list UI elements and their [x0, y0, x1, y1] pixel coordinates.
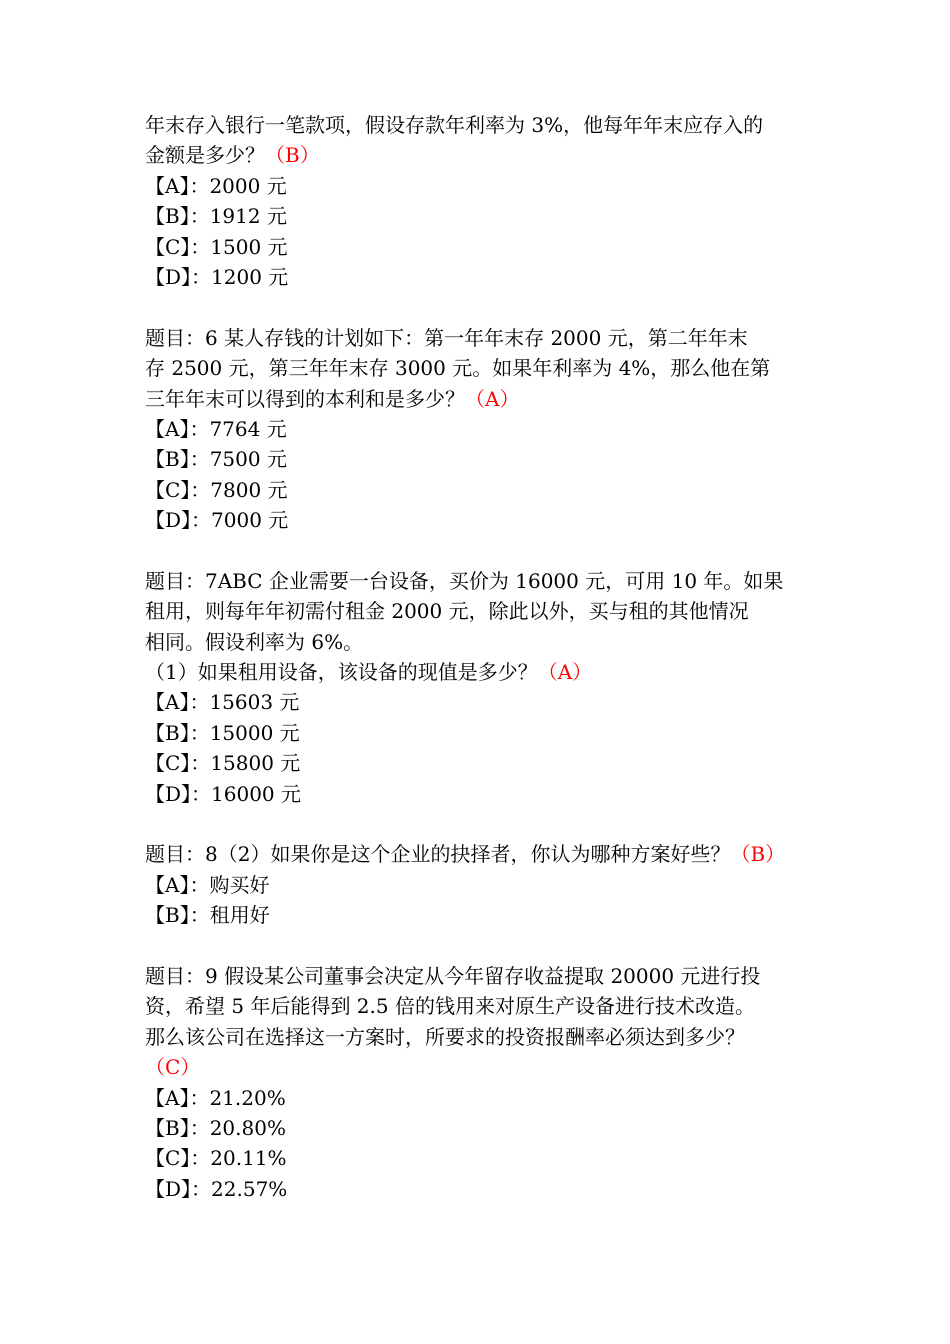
question-6 [145, 323, 810, 536]
spacer [145, 931, 810, 961]
question-text: 三年年末可以得到的本利和是多少？ [145, 386, 465, 411]
question-text-line: 题目：6 某人存钱的计划如下：第一年年末存 2000 元，第二年年末 [145, 325, 748, 350]
question-text-line: 资，希望 5 年后能得到 2.5 倍的钱用来对原生产设备进行技术改造。 [145, 994, 755, 1019]
question-text-line: 租用，则每年年初需付租金 2000 元，除此以外，买与租的其他情况 [145, 599, 749, 624]
document-page [145, 110, 810, 1204]
option-b: 【B】：20.80% [145, 1115, 286, 1140]
question-text-line: 题目：7ABC 企业需要一台设备，买价为 16000 元，可用 10 年。如果 [145, 568, 784, 593]
option-b: 【B】：15000 元 [145, 720, 300, 745]
question-text: （1）如果租用设备，该设备的现值是多少？ [145, 660, 538, 685]
option-d: 【D】：1200 元 [145, 264, 289, 289]
question-text-line [145, 839, 810, 869]
answer-mark: （C） [145, 1055, 201, 1080]
option-d: 【D】：7000 元 [145, 508, 289, 533]
question-5 [145, 110, 810, 292]
option-d: 【D】：22.57% [145, 1176, 288, 1201]
option-b: 【B】：7500 元 [145, 447, 287, 472]
option-d: 【D】：16000 元 [145, 781, 302, 806]
question-text: 金额是多少？ [145, 143, 265, 168]
option-b: 【B】：租用好 [145, 903, 270, 928]
question-text-line: 题目：9 假设某公司董事会决定从今年留存收益提取 20000 元进行投 [145, 963, 761, 988]
question-text-line: 存 2500 元，第三年年末存 3000 元。如果年利率为 4%，那么他在第 [145, 356, 771, 381]
option-a: 【A】：21.20% [145, 1085, 286, 1110]
option-a: 【A】：购买好 [145, 872, 270, 897]
question-8 [145, 839, 810, 930]
spacer [145, 292, 810, 322]
answer-mark: （B） [730, 842, 786, 867]
answer-mark: （A） [465, 386, 520, 411]
option-a: 【A】：15603 元 [145, 690, 300, 715]
option-a: 【A】：7764 元 [145, 416, 287, 441]
option-a: 【A】：2000 元 [145, 173, 287, 198]
question-text-line: 相同。假设利率为 6%。 [145, 629, 364, 654]
question-text-line [145, 384, 810, 414]
question-text-line [145, 1052, 810, 1082]
question-7 [145, 566, 810, 809]
question-9 [145, 961, 810, 1204]
option-c: 【C】：7800 元 [145, 477, 288, 502]
answer-mark: （B） [265, 143, 320, 168]
question-text: 题目：8（2）如果你是这个企业的抉择者，你认为哪种方案好些？ [145, 842, 731, 867]
option-c: 【C】：1500 元 [145, 234, 288, 259]
question-text-line [145, 657, 810, 687]
option-c: 【C】：15800 元 [145, 751, 301, 776]
spacer [145, 535, 810, 565]
spacer [145, 809, 810, 839]
option-c: 【C】：20.11% [145, 1146, 287, 1171]
question-text-line: 那么该公司在选择这一方案时，所要求的投资报酬率必须达到多少？ [145, 1024, 745, 1049]
question-text-line: 年末存入银行一笔款项，假设存款年利率为 3%，他每年年末应存入的 [145, 113, 764, 137]
answer-mark: （A） [537, 660, 593, 685]
option-b: 【B】：1912 元 [145, 204, 287, 229]
question-text-line [145, 140, 810, 170]
